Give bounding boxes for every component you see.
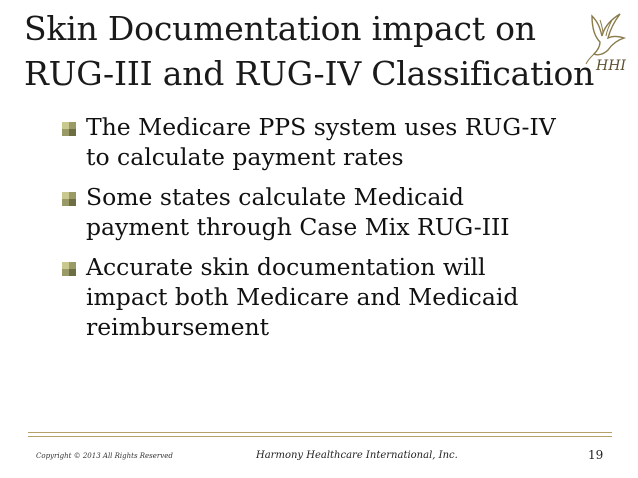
slide-title-line-1: Skin Documentation impact on: [24, 9, 536, 48]
bullet-item: [62, 182, 602, 242]
bullet-list: [62, 112, 602, 352]
bullet-line: Accurate skin documentation will: [86, 253, 486, 281]
hhi-logo: [582, 8, 632, 76]
square-bullet-icon: [62, 262, 76, 276]
bullet-item: [62, 112, 602, 172]
bullet-line: reimbursement: [86, 313, 270, 341]
bullet-text: [86, 112, 602, 172]
footer-copyright: Copyright © 2013 All Rights Reserved: [36, 452, 173, 460]
page-number: 19: [588, 448, 604, 462]
bullet-text: [86, 252, 602, 342]
logo-text: HHI: [596, 58, 626, 74]
square-bullet-icon: [62, 122, 76, 136]
dove-icon: [582, 8, 632, 76]
bullet-line: Some states calculate Medicaid: [86, 183, 464, 211]
bullet-item: [62, 252, 602, 342]
footer-company: Harmony Healthcare International, Inc.: [256, 450, 458, 461]
slide-title: [24, 6, 595, 96]
bullet-text: [86, 182, 602, 242]
bullet-line: to calculate payment rates: [86, 143, 404, 171]
bullet-line: The Medicare PPS system uses RUG-IV: [86, 113, 556, 141]
bullet-line: impact both Medicare and Medicaid: [86, 283, 519, 311]
square-bullet-icon: [62, 192, 76, 206]
footer-divider: [28, 432, 612, 437]
slide-title-line-2: RUG-III and RUG-IV Classification: [24, 54, 595, 93]
bullet-line: payment through Case Mix RUG-III: [86, 213, 510, 241]
